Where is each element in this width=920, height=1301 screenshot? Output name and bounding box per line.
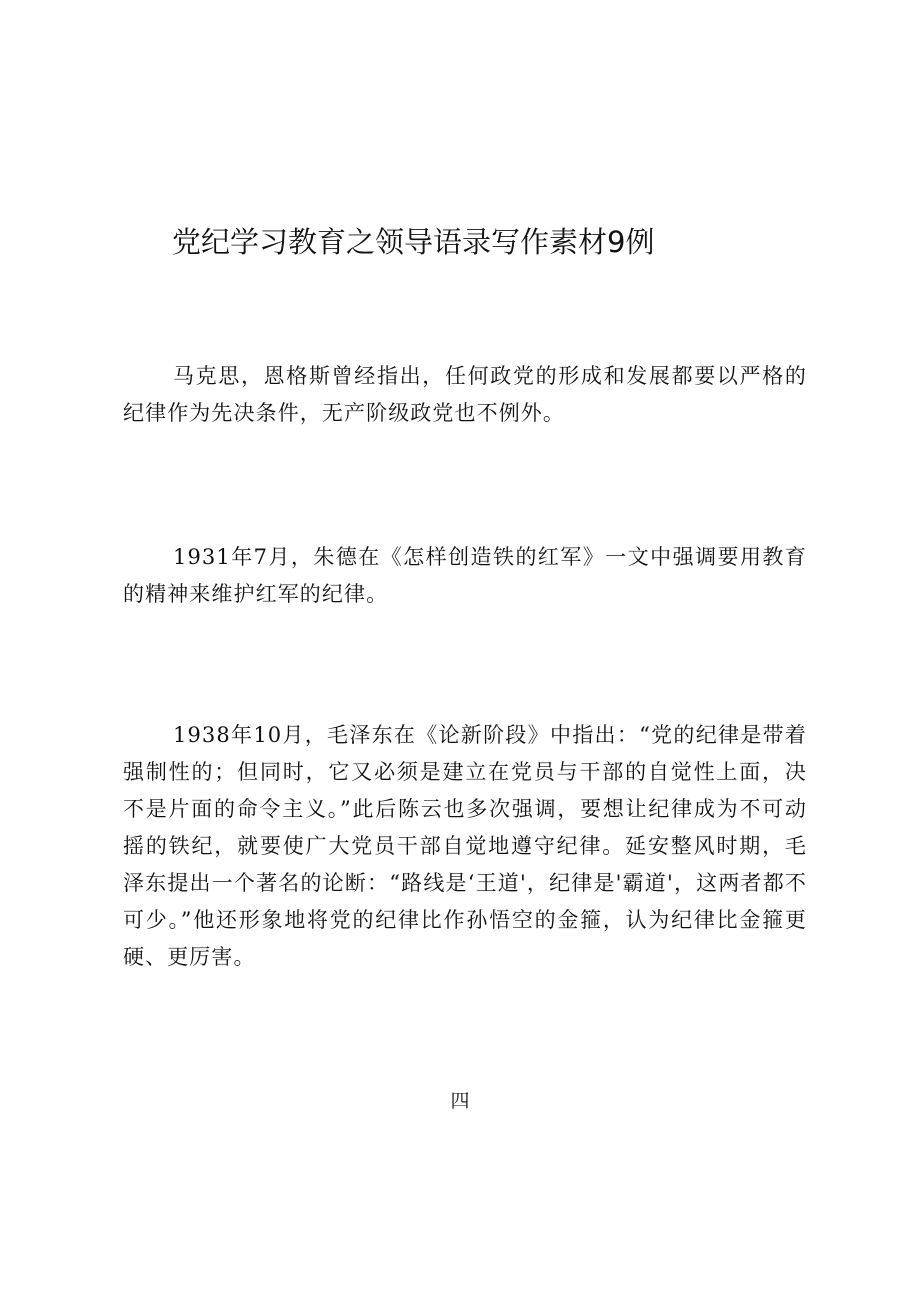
paragraph-zhu-de-1931: 1931年7月，朱德在《怎样创造铁的红军》一文中强调要用教育的精神来维护红军的纪律。 bbox=[123, 545, 807, 606]
paragraph-marx-engels: 马克思，恩格斯曾经指出，任何政党的形成和发展都要以严格的纪律作为先决条件，无产阶级政党也不例外。 bbox=[123, 364, 807, 425]
page-number: 四 bbox=[450, 1090, 470, 1112]
paragraph-mao-1938: 1938年10月，毛泽东在《论新阶段》中指出：“党的纪律是带着强制性的；但同时，它又必须是建立在党员与干部的自觉性上面，决不是片面的命令主义。”此后陈云也多次强调，要想让纪律成为不可动摇的铁纪，就要使广大党员干部自觉地遵守纪律。延安整风时期，毛泽东提出一个著名的论断：“路线是‘王道'，纪律是'霸道'，这两者都不可少。”他还形象地将党的纪律比作孙悟空的金箍，认为纪律比金箍更硬、更厉害。 bbox=[123, 723, 807, 969]
document-title: 党纪学习教育之领导语录写作素材9例 bbox=[172, 225, 655, 259]
